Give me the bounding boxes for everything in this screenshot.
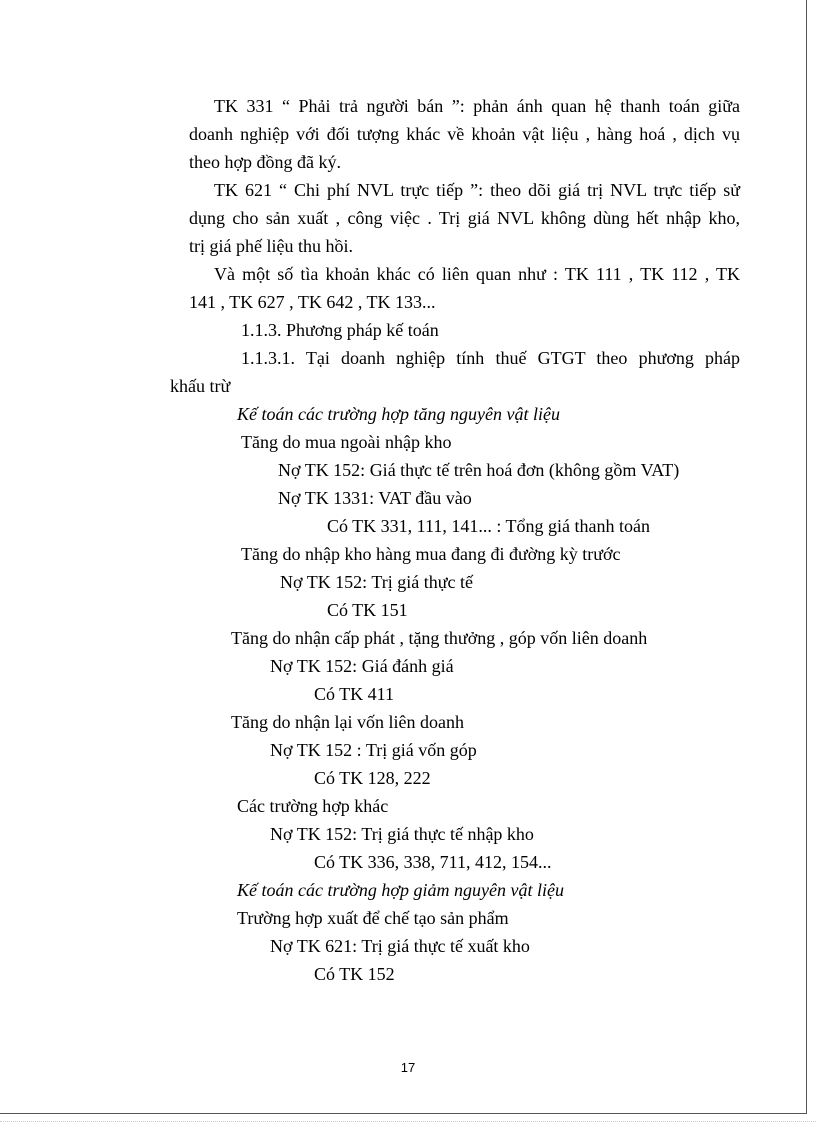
- paragraph-1-line-2: doanh nghiệp với đối tượng khác về khoản vật liệu , hàng hoá , dịch vụ: [189, 124, 740, 144]
- capital-return-credit: Có TK 128, 222: [314, 768, 431, 788]
- section-heading: 1.1.3. Phương pháp kế toán: [241, 320, 439, 340]
- in-transit-credit: Có TK 151: [327, 600, 408, 620]
- purchase-credit: Có TK 331, 111, 141... : Tổng giá thanh toán: [327, 516, 650, 536]
- paragraph-1-line-1: TK 331 “ Phải trả người bán ”: phản ánh quan hệ thanh toán giữa: [214, 96, 740, 116]
- allocation-label: Tăng do nhận cấp phát , tặng thưởng , góp vốn liên doanh: [231, 628, 648, 648]
- subsection-heading-line-1: 1.1.3.1. Tại doanh nghiệp tính thuế GTGT theo phương pháp: [241, 348, 740, 368]
- production-credit: Có TK 152: [314, 964, 395, 984]
- purchase-debit-1: Nợ TK 152: Giá thực tế trên hoá đơn (không gồm VAT): [278, 460, 680, 480]
- decrease-title: Kế toán các trường hợp giảm nguyên vật liệu: [237, 880, 564, 900]
- paragraph-3-line-2: 141 , TK 627 , TK 642 , TK 133...: [189, 292, 436, 312]
- paragraph-2-line-1: TK 621 “ Chi phí NVL trực tiếp ”: theo dõi giá trị NVL trực tiếp sử: [214, 180, 740, 200]
- production-label: Trường hợp xuất để chế tạo sản phẩm: [237, 908, 509, 928]
- allocation-debit: Nợ TK 152: Giá đánh giá: [270, 656, 454, 676]
- capital-return-debit: Nợ TK 152 : Trị giá vốn góp: [270, 740, 477, 760]
- paragraph-2-line-3: trị giá phế liệu thu hồi.: [189, 236, 353, 256]
- allocation-credit: Có TK 411: [314, 684, 395, 704]
- subsection-heading-line-2: khấu trừ: [170, 376, 231, 396]
- other-label: Các trường hợp khác: [237, 796, 389, 816]
- paragraph-2-line-2: dụng cho sản xuất , công việc . Trị giá NVL không dùng hết nhập kho,: [189, 208, 740, 228]
- purchase-debit-2: Nợ TK 1331: VAT đầu vào: [278, 488, 472, 508]
- other-debit: Nợ TK 152: Trị giá thực tế nhập kho: [270, 824, 534, 844]
- page-number: 17: [400, 1060, 416, 1075]
- in-transit-debit: Nợ TK 152: Trị giá thực tế: [280, 572, 473, 592]
- paragraph-3-line-1: Và một số tìa khoản khác có liên quan như : TK 111 , TK 112 , TK: [214, 264, 740, 284]
- capital-return-label: Tăng do nhận lại vốn liên doanh: [231, 712, 464, 732]
- purchase-label: Tăng do mua ngoài nhập kho: [241, 432, 452, 452]
- production-debit: Nợ TK 621: Trị giá thực tế xuất kho: [270, 936, 530, 956]
- increase-title: Kế toán các trường hợp tăng nguyên vật liệu: [237, 404, 560, 424]
- other-credit: Có TK 336, 338, 711, 412, 154...: [314, 852, 552, 872]
- in-transit-label: Tăng do nhập kho hàng mua đang đi đường kỳ trước: [241, 544, 621, 564]
- paragraph-1-line-3: theo hợp đồng đã ký.: [189, 152, 341, 172]
- bottom-dotted-rule: [0, 1121, 816, 1122]
